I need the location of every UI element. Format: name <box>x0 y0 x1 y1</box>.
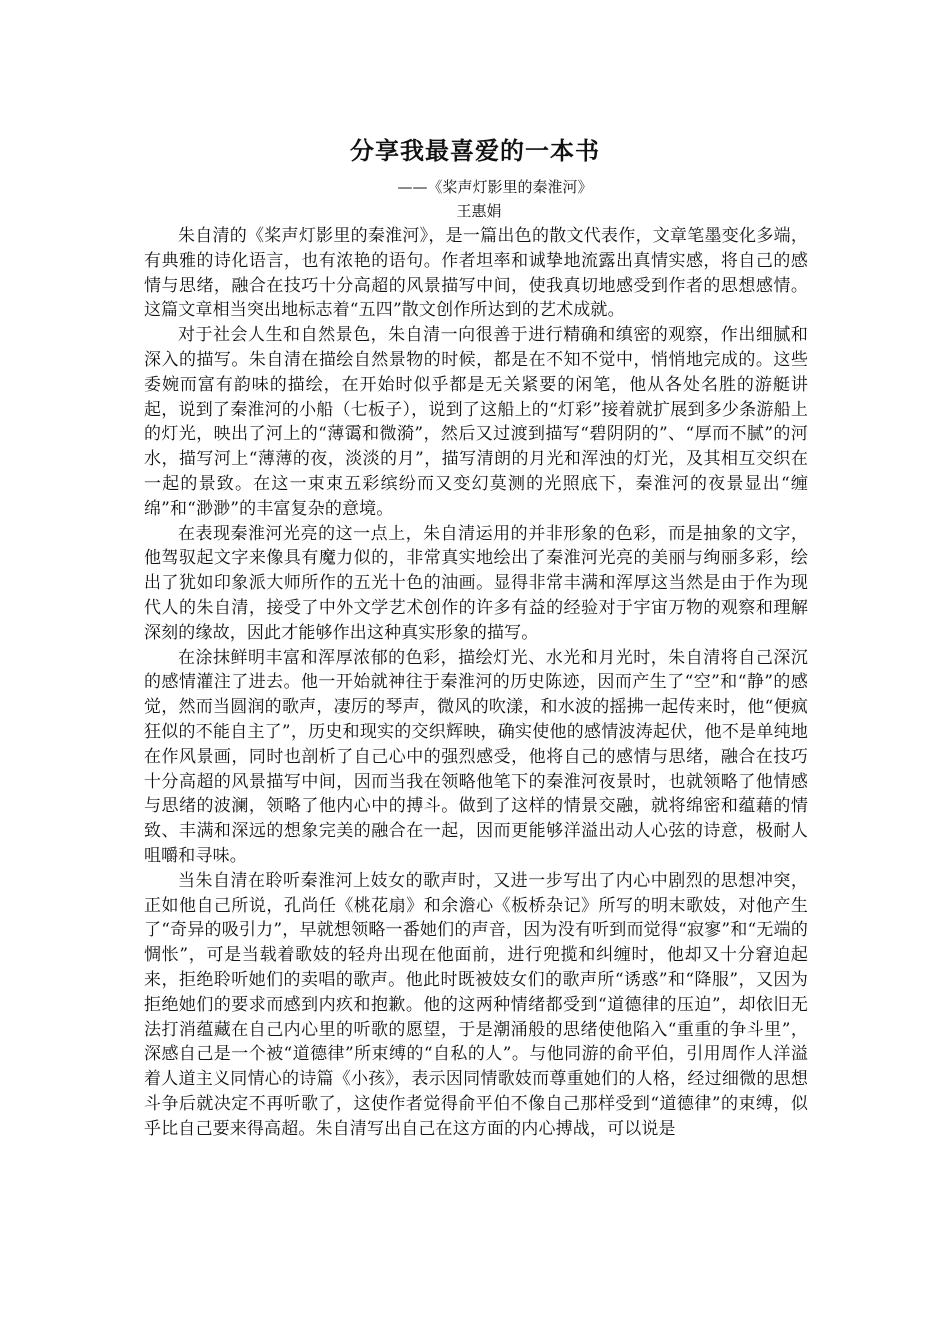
author-name: 王惠娟 <box>456 202 502 220</box>
document-subtitle: ——《桨声灯影里的秦淮河》 <box>397 178 593 196</box>
article-body <box>144 224 808 1141</box>
paragraph-4: 在涂抹鲜明丰富和浑厚浓郁的色彩，描绘灯光、水光和月光时，朱自清将自己深沉的感情灌注了进去。他一开始就神往于秦淮河的历史陈迹，因而产生了“空”和“静”的感觉，然而当圆润的歌声，凄厉的琴声，微风的吹漾，和水波的摇拂一起传来时，他“便疯狂似的不能自主了”，历史和现实的交织辉映，确实使他的感情波涛起伏，他不是单纯地在作风景画，同时也剖析了自己心中的强烈感受，他将自己的感情与思绪，融合在技巧十分高超的风景描写中间，因而当我在领略他笔下的秦淮河夜景时，也就领略了他情感与思绪的波澜，领略了他内心中的搏斗。做到了这样的情景交融，就将绵密和蕴藉的情致、丰满和深远的想象完美的融合在一起，因而更能够洋溢出动人心弦的诗意，极耐人咀嚼和寻味。 <box>144 647 808 866</box>
paragraph-3: 在表现秦淮河光亮的这一点上，朱自清运用的并非形象的色彩，而是抽象的文字，他驾驭起文字来像具有魔力似的，非常真实地绘出了秦淮河光亮的美丽与绚丽多彩，绘出了犹如印象派大师所作的五光十色的油画。显得非常丰满和浑厚这当然是由于作为现代人的朱自清，接受了中外文学艺术创作的许多有益的经验对于宇宙万物的观察和理解深刻的缘故，因此才能够作出这种真实形象的描写。 <box>144 523 808 643</box>
paragraph-2: 对于社会人生和自然景色，朱自清一向很善于进行精确和缜密的观察，作出细腻和深入的描写。朱自清在描绘自然景物的时候，都是在不知不觉中，悄悄地完成的。这些委婉而富有韵味的描绘，在开始时似乎都是无关紧要的闲笔，他从各处名胜的游艇讲起，说到了秦淮河的小船（七板子），说到了这船上的“灯彩”接着就扩展到多少条游船上的灯光，映出了河上的“薄霭和微漪”，然后又过渡到描写“碧阴阴的”、“厚而不腻”的河水，描写河上“薄薄的夜，淡淡的月”，描写清朗的月光和浑浊的灯光，及其相互交织在一起的景致。在这一束束五彩缤纷而又变幻莫测的光照底下，秦淮河的夜景显出“缠绵”和“渺渺”的丰富复杂的意境。 <box>144 325 808 519</box>
paragraph-5: 当朱自清在聆听秦淮河上妓女的歌声时，又进一步写出了内心中剧烈的思想冲突，正如他自己所说，孔尚任《桃花扇》和余澹心《板桥杂记》所写的明末歌妓，对他产生了“奇异的吸引力”，早就想领略一番她们的声音，因为没有听到而觉得“寂寥”和“无端的惆怅”，可是当载着歌妓的轻舟出现在他面前，进行兜揽和纠缠时，他却又十分窘迫起来，拒绝聆听她们的卖唱的歌声。他此时既被妓女们的歌声所“诱惑”和“降服”，又因为拒绝她们的要求而感到内疚和抱歉。他的这两种情绪都受到“道德律的压迫”，却依旧无法打消蕴藏在自己内心里的听歌的愿望，于是潮涌般的思绪使他陷入“重重的争斗里”，深感自己是一个被“道德律”所束缚的“自私的人”。与他同游的俞平伯，引用周作人洋溢着人道主义同情心的诗篇《小孩》，表示因同情歌妓而尊重她们的人格，经过细微的思想斗争后就决定不再听歌了，这使作者觉得俞平伯不像自己那样受到“道德律”的束缚，似乎比自己要来得高超。朱自清写出自己在这方面的内心搏战，可以说是 <box>144 870 808 1139</box>
paragraph-1: 朱自清的《桨声灯影里的秦淮河》，是一篇出色的散文代表作，文章笔墨变化多端，有典雅的诗化语言，也有浓艳的语句。作者坦率和诚挚地流露出真情实感，将自己的感情与思绪，融合在技巧十分高超的风景描写中间，使我真切地感受到作者的思想感情。这篇文章相当突出地标志着“五四”散文创作所达到的艺术成就。 <box>144 226 808 321</box>
document-title: 分享我最喜爱的一本书 <box>350 136 600 165</box>
